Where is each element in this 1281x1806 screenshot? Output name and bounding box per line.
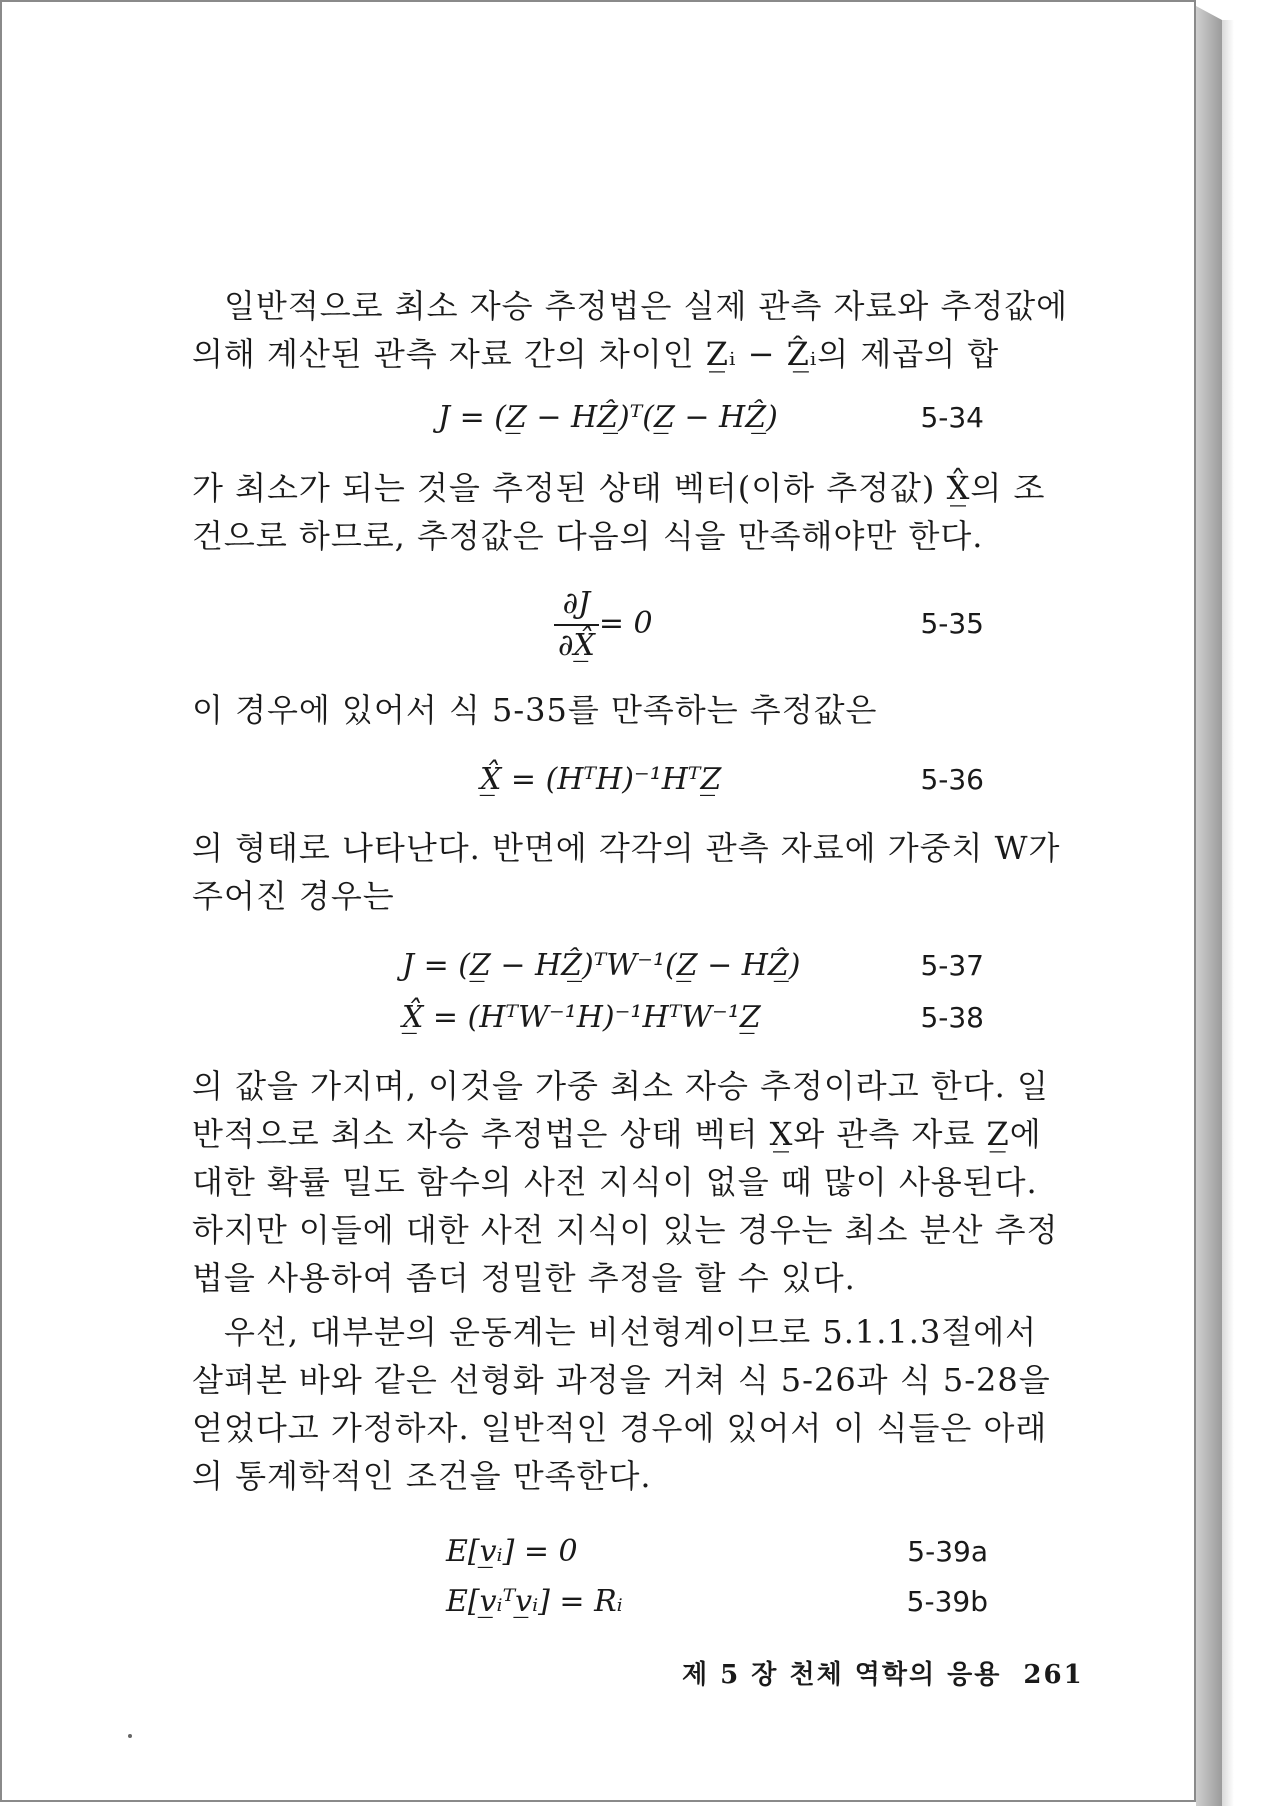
page-number: 261: [1023, 1660, 1084, 1690]
page-footer: [682, 1654, 1084, 1691]
paragraph-4: [192, 824, 1074, 920]
paragraph-5: [192, 1062, 1074, 1302]
paragraph-1-text: 일반적으로 최소 자승 추정법은 실제 관측 자료와 추정값에 의해 계산된 관측 자료 간의 차이인 Z̲ᵢ − Ẑ̲ᵢ의 제곱의 합: [192, 287, 1069, 373]
equation-5-39a: E[v̲ᵢ] = 0: [446, 1534, 578, 1569]
equation-number-5-36: 5-36: [920, 763, 984, 796]
paragraph-4-text: 의 형태로 나타난다. 반면에 각각의 관측 자료에 가중치 W가 주어진 경우는: [192, 829, 1061, 915]
paragraph-5-text: 의 값을 가지며, 이것을 가중 최소 자승 추정이라고 한다. 일반적으로 최소 자승 추정법은 상태 벡터 X̲와 관측 자료 Z̲에 대한 확률 밀도 함수의 사전 지식이 없을 때 많이 사용된다. 하지만 이들에 대한 사전 지식이 있는 경우는 최소 분산 추정법을 사용하여 좀더 정밀한 추정을 할 수 있다.: [192, 1067, 1059, 1297]
paragraph-1: [192, 282, 1074, 378]
equation-5-34: J = (Z̲ − HẐ̲)ᵀ(Z̲ − HẐ̲): [438, 400, 778, 435]
equation-5-36: X̲̂ = (HᵀH)⁻¹HᵀZ̲: [480, 762, 722, 797]
chapter-title: 제 5 장 천체 역학의 응용: [682, 1660, 1002, 1690]
equation-5-35: [554, 584, 653, 666]
equation-5-37: J = (Z̲ − HẐ̲)ᵀW⁻¹(Z̲ − HẐ̲): [402, 948, 801, 983]
equation-number-5-35: 5-35: [920, 607, 984, 640]
equation-number-5-37: 5-37: [920, 949, 984, 982]
page-shadow: [1222, 20, 1234, 1806]
equation-5-39b: E[v̲ᵢᵀv̲ᵢ] = Rᵢ: [446, 1584, 623, 1619]
paragraph-3: [192, 686, 1074, 734]
derivative-fraction: [554, 584, 599, 666]
paragraph-3-text: 이 경우에 있어서 식 5-35를 만족하는 추정값은: [192, 691, 878, 729]
book-spine-edge: [1196, 6, 1222, 1806]
equation-rhs: = 0: [598, 606, 653, 641]
paragraph-2: [192, 464, 1074, 560]
equation-number-5-39a: 5-39a: [907, 1535, 988, 1568]
fraction-denominator: ∂X̲̂: [558, 628, 595, 663]
speck: [128, 1734, 132, 1738]
equation-5-38: X̲̂ = (HᵀW⁻¹H)⁻¹HᵀW⁻¹Z̲: [402, 1000, 761, 1035]
fraction-numerator: ∂J: [554, 584, 599, 626]
equation-number-5-34: 5-34: [920, 401, 984, 434]
paragraph-6: [192, 1308, 1074, 1500]
equation-number-5-38: 5-38: [920, 1001, 984, 1034]
paragraph-2-text: 가 최소가 되는 것을 추정된 상태 벡터(이하 추정값) X̲̂의 조건으로 하므로, 추정값은 다음의 식을 만족해야만 한다.: [192, 469, 1046, 555]
equation-number-5-39b: 5-39b: [906, 1585, 988, 1618]
paragraph-6-text: 우선, 대부분의 운동계는 비선형계이므로 5.1.1.3절에서 살펴본 바와 같은 선형화 과정을 거쳐 식 5-26과 식 5-28을 얻었다고 가정하자. 일반적인 경우에 있어서 이 식들은 아래의 통계학적인 조건을 만족한다.: [192, 1313, 1051, 1495]
